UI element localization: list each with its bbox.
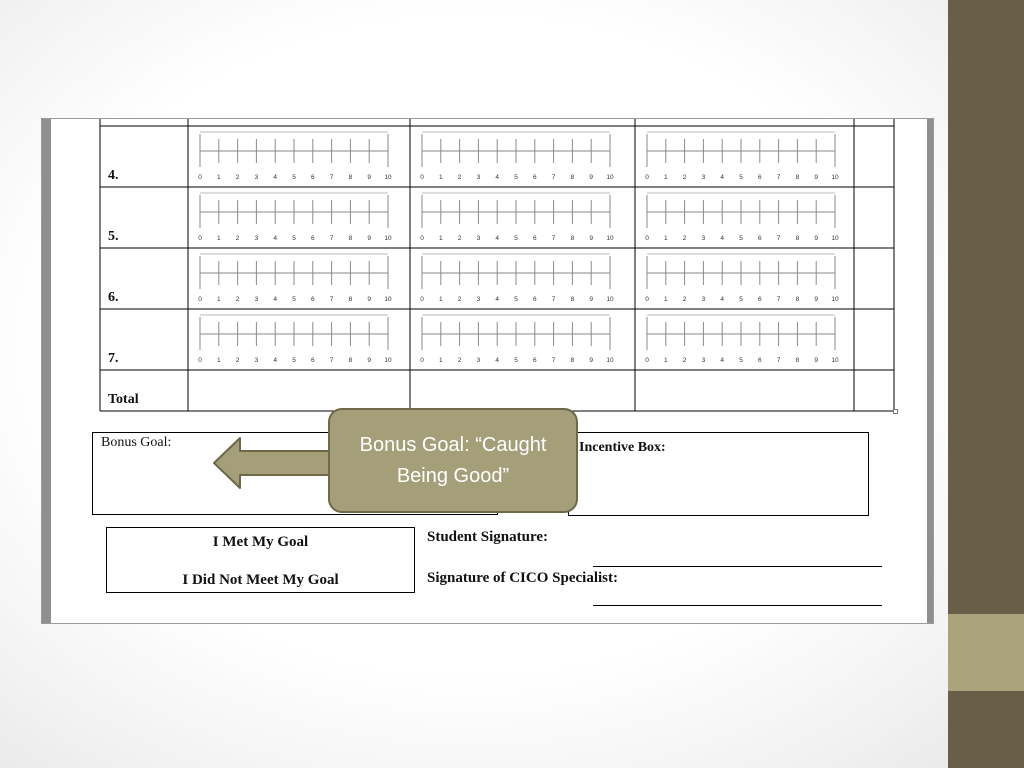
scale-tick-label: 3 — [476, 174, 481, 181]
scale-tick-label: 7 — [776, 174, 781, 181]
student-signature-label: Student Signature: — [427, 529, 548, 545]
scale-tick-label: 7 — [551, 174, 556, 181]
scale-tick-label: 8 — [570, 174, 575, 181]
scale-tick-label: 5 — [292, 296, 296, 303]
scale-tick-label: 2 — [682, 357, 687, 364]
scale-tick-label: 9 — [367, 357, 372, 364]
scale-tick-label: 0 — [420, 296, 424, 303]
scale-tick-label: 2 — [235, 296, 240, 303]
scale-tick-label: 3 — [254, 174, 259, 181]
scale-tick-label: 3 — [476, 235, 481, 242]
scale-tick-label: 3 — [701, 235, 706, 242]
scale-tick-label: 10 — [384, 296, 392, 303]
scale-tick-label: 10 — [384, 357, 392, 364]
scale-tick-label: 5 — [739, 296, 743, 303]
scale-tick-label: 0 — [198, 357, 202, 364]
scale-tick-label: 5 — [514, 357, 518, 364]
rating-scale — [639, 312, 843, 368]
left-arrow-icon — [212, 436, 332, 490]
scale-tick-label: 1 — [663, 296, 668, 303]
rating-scale — [639, 190, 843, 246]
scale-tick-label: 7 — [776, 235, 781, 242]
scale-tick-label: 10 — [384, 174, 392, 181]
scale-tick-label: 3 — [476, 357, 481, 364]
scale-tick-label: 2 — [682, 235, 687, 242]
callout-text: Bonus Goal: “Caught Being Good” — [359, 433, 547, 487]
scale-tick-label: 3 — [701, 296, 706, 303]
scale-tick-label: 8 — [348, 357, 353, 364]
side-bar-top-segment — [948, 0, 1024, 614]
side-bar-bottom-segment — [948, 691, 1024, 768]
scale-tick-label: 4 — [720, 357, 725, 364]
scale-tick-label: 4 — [495, 174, 500, 181]
scale-tick-label: 10 — [606, 235, 614, 242]
scale-tick-label: 7 — [329, 174, 334, 181]
scale-tick-label: 0 — [645, 174, 649, 181]
scale-tick-label: 0 — [645, 357, 649, 364]
scale-tick-label: 6 — [310, 235, 315, 242]
scale-tick-label: 10 — [831, 235, 839, 242]
scale-tick-label: 2 — [235, 357, 240, 364]
row-label-4: 4. — [108, 168, 119, 183]
scale-tick-label: 1 — [216, 296, 221, 303]
incentive-box — [568, 432, 869, 516]
scale-tick-label: 4 — [273, 357, 278, 364]
scale-tick-label: 9 — [814, 235, 819, 242]
scale-tick-label: 5 — [739, 357, 743, 364]
scale-tick-label: 0 — [198, 174, 202, 181]
scale-tick-label: 1 — [438, 296, 443, 303]
rating-scale — [192, 190, 396, 246]
scale-tick-label: 6 — [757, 296, 762, 303]
scale-tick-label: 1 — [216, 174, 221, 181]
row-label-6: 6. — [108, 290, 119, 305]
scale-tick-label: 6 — [757, 174, 762, 181]
rating-scale — [414, 129, 618, 185]
scale-tick-label: 6 — [757, 235, 762, 242]
row-label-5: 5. — [108, 229, 119, 244]
student-signature-line — [593, 566, 882, 567]
scale-tick-label: 1 — [216, 357, 221, 364]
scale-tick-label: 5 — [292, 235, 296, 242]
scale-tick-label: 9 — [814, 296, 819, 303]
specialist-signature-line — [593, 605, 882, 606]
row-label-7: 7. — [108, 351, 119, 366]
scale-tick-label: 7 — [329, 235, 334, 242]
scale-tick-label: 2 — [235, 174, 240, 181]
scale-tick-label: 7 — [776, 357, 781, 364]
scale-tick-label: 0 — [198, 235, 202, 242]
scale-tick-label: 2 — [457, 235, 462, 242]
scale-tick-label: 0 — [420, 235, 424, 242]
rating-scale — [639, 251, 843, 307]
row-label-total: Total — [108, 392, 139, 407]
scale-tick-label: 9 — [589, 174, 594, 181]
scale-tick-label: 6 — [532, 357, 537, 364]
scale-tick-label: 10 — [606, 296, 614, 303]
scale-tick-label: 3 — [701, 174, 706, 181]
scale-tick-label: 8 — [795, 174, 800, 181]
scale-tick-label: 4 — [273, 296, 278, 303]
scale-tick-label: 10 — [606, 357, 614, 364]
scale-tick-label: 10 — [606, 174, 614, 181]
rating-scale — [192, 312, 396, 368]
scale-tick-label: 1 — [216, 235, 221, 242]
scale-tick-label: 1 — [438, 174, 443, 181]
scale-tick-label: 2 — [682, 296, 687, 303]
table-resize-handle — [893, 409, 898, 414]
scale-tick-label: 3 — [254, 357, 259, 364]
scale-tick-label: 7 — [329, 296, 334, 303]
rating-scale — [192, 129, 396, 185]
scale-tick-label: 4 — [273, 235, 278, 242]
scale-tick-label: 7 — [551, 357, 556, 364]
scale-tick-label: 6 — [310, 296, 315, 303]
scale-tick-label: 9 — [589, 357, 594, 364]
specialist-signature-label: Signature of CICO Specialist: — [427, 570, 618, 586]
scale-tick-label: 3 — [701, 357, 706, 364]
scale-tick-label: 3 — [254, 296, 259, 303]
scale-tick-label: 7 — [551, 296, 556, 303]
scale-tick-label: 0 — [420, 357, 424, 364]
scale-tick-label: 10 — [831, 296, 839, 303]
scale-tick-label: 8 — [348, 235, 353, 242]
scale-tick-label: 5 — [292, 357, 296, 364]
scale-tick-label: 1 — [438, 235, 443, 242]
scale-tick-label: 9 — [814, 174, 819, 181]
slide-side-bar — [948, 0, 1024, 768]
met-goal-text: I Met My Goal — [212, 534, 309, 550]
scale-tick-label: 1 — [663, 174, 668, 181]
scale-tick-label: 7 — [776, 296, 781, 303]
scale-tick-label: 10 — [384, 235, 392, 242]
scale-tick-label: 6 — [532, 296, 537, 303]
scale-tick-label: 2 — [682, 174, 687, 181]
scale-tick-label: 9 — [589, 235, 594, 242]
scale-tick-label: 4 — [720, 174, 725, 181]
scale-tick-label: 4 — [495, 357, 500, 364]
scale-tick-label: 7 — [551, 235, 556, 242]
scale-tick-label: 4 — [495, 235, 500, 242]
scale-tick-label: 6 — [757, 357, 762, 364]
rating-scale — [192, 251, 396, 307]
scale-tick-label: 2 — [457, 296, 462, 303]
scale-tick-label: 0 — [198, 296, 202, 303]
scale-tick-label: 3 — [254, 235, 259, 242]
scale-tick-label: 5 — [514, 235, 518, 242]
scale-tick-label: 2 — [457, 357, 462, 364]
scale-tick-label: 8 — [348, 296, 353, 303]
scale-tick-label: 9 — [367, 235, 372, 242]
did-not-meet-goal-text: I Did Not Meet My Goal — [182, 572, 339, 588]
scale-tick-label: 8 — [570, 296, 575, 303]
scale-tick-label: 0 — [420, 174, 424, 181]
side-bar-accent-segment — [948, 614, 1024, 691]
scale-tick-label: 1 — [438, 357, 443, 364]
bonus-goal-callout — [328, 408, 578, 513]
scale-tick-label: 8 — [795, 296, 800, 303]
scale-tick-label: 8 — [795, 357, 800, 364]
scale-tick-label: 6 — [310, 357, 315, 364]
rating-scale — [414, 190, 618, 246]
scale-tick-label: 2 — [235, 235, 240, 242]
scale-tick-label: 7 — [329, 357, 334, 364]
scale-tick-label: 8 — [795, 235, 800, 242]
scale-tick-label: 4 — [273, 174, 278, 181]
scale-tick-label: 10 — [831, 174, 839, 181]
scale-tick-label: 2 — [457, 174, 462, 181]
scale-tick-label: 8 — [348, 174, 353, 181]
incentive-box-label: Incentive Box: — [579, 440, 666, 455]
scale-tick-label: 6 — [532, 174, 537, 181]
scale-tick-label: 1 — [663, 235, 668, 242]
scale-tick-label: 9 — [814, 357, 819, 364]
scale-tick-label: 3 — [476, 296, 481, 303]
scale-tick-label: 5 — [514, 296, 518, 303]
scale-tick-label: 6 — [310, 174, 315, 181]
scale-tick-label: 5 — [292, 174, 296, 181]
rating-scale — [414, 312, 618, 368]
scale-tick-label: 5 — [514, 174, 518, 181]
scale-tick-label: 4 — [495, 296, 500, 303]
scale-tick-label: 6 — [532, 235, 537, 242]
scale-tick-label: 5 — [739, 235, 743, 242]
rating-scale — [414, 251, 618, 307]
scale-tick-label: 8 — [570, 235, 575, 242]
scale-tick-label: 5 — [739, 174, 743, 181]
scale-tick-label: 9 — [589, 296, 594, 303]
bonus-goal-label: Bonus Goal: — [101, 435, 172, 450]
scale-tick-label: 4 — [720, 235, 725, 242]
scale-tick-label: 8 — [570, 357, 575, 364]
scale-tick-label: 0 — [645, 296, 649, 303]
scale-tick-label: 1 — [663, 357, 668, 364]
goal-status-box — [106, 527, 415, 593]
scale-tick-label: 4 — [720, 296, 725, 303]
scale-tick-label: 9 — [367, 174, 372, 181]
scale-tick-label: 9 — [367, 296, 372, 303]
scale-tick-label: 10 — [831, 357, 839, 364]
rating-scale — [639, 129, 843, 185]
scale-tick-label: 0 — [645, 235, 649, 242]
